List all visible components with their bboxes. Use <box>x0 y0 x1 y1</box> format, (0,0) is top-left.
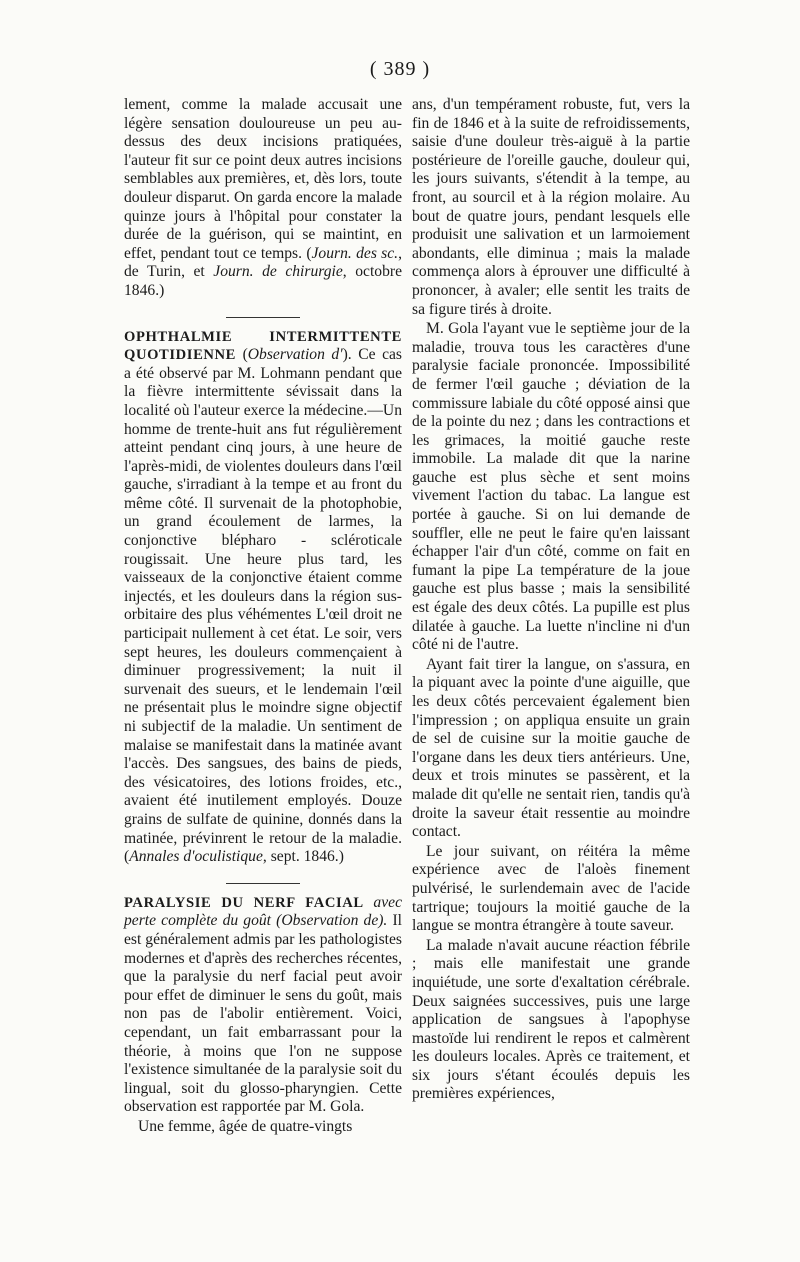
journal-ref: Journ. des sc. <box>311 244 399 262</box>
paragraph-text: lement, comme la malade accusait une légère sensation douloureuse un peu au-dessus des deux incisions pratiquées, l'auteur fit sur ce point deux autres incisions semblables aux premières, et, dès lors, toute douleur disparut. On garda encore la malade quinze jours à l'hôpital pour constater la durée de la guérison, qui se maintint, en effet, pendant tout ce temps. <box>124 96 402 262</box>
right-paragraph-4: Le jour suivant, on réitéra la même expérience avec de l'aloès finement pulvérisé, le surlendemain avec de l'acide tartrique; toujours la moitié gauche de la langue se montra étrangère à toute saveur. <box>412 842 690 935</box>
left-paragraph-last: Une femme, âgée de quatre-vingts <box>138 1117 353 1135</box>
section-ophthalmie <box>124 328 402 867</box>
journal-ref: Journ. de chirurgie <box>213 263 343 281</box>
ref-date: , sept. 1846.) <box>262 848 344 866</box>
right-paragraph-3: Ayant fait tirer la langue, on s'assura, en la piquant avec la pointe d'une aiguille, que les deux côtés percevaient également bien l'impression ; on appliqua ensuite un grain de sel de cuisine sur la moitie gauche de l'organe dans les deux tiers antérieurs. Une, deux et trois minutes se passèrent, et la malade dit qu'elle ne sentait rien, tandis qu'à droite la saveur était ressentie au moindre contact. <box>412 655 690 841</box>
ref-date: , octobre 1846.) <box>124 263 402 299</box>
section-divider <box>226 883 300 884</box>
sub-open: ( <box>236 346 248 364</box>
section-text: Il est généralement admis par les pathologistes modernes et d'après des recherches récentes, que la paralysie du nerf facial peut avoir pour effet de diminuer le sens du goût, mais non pas de l'abolir entièrement. Voici, cependant, un fait embarrassant pour la théorie, à moins que l'on ne suppose l'existence simultanée de la paralysie soit du lingual, soit du glosso-pharyngien. Cette observation est rapportée par M. Gola. <box>124 912 402 1116</box>
right-paragraph-1: ans, d'un tempérament robuste, fut, vers la fin de 1846 et à la suite de refroidissements, saisie d'une douleur très-aiguë à la partie postérieure de l'oreille gauche, douleur qui, les jours suivants, s'étendit à la tempe, au front, au sourcil et à la région molaire. Au bout de quatre jours, pendant lesquels elle produisit une salivation et un larmoiement abondants, elle diminua ; mais la malade commença alors à éprouver une difficulté à prononcer, à avaler; elle sentit les traits de sa figure tirés à droite. <box>412 96 690 318</box>
journal-ref: Annales d'oculistique <box>129 848 263 866</box>
ref-open: ( <box>124 848 130 866</box>
section-heading: OPHTHALMIE INTERMITTENTE QUOTIDIENNE <box>124 328 402 364</box>
page-number: ( 389 ) <box>369 58 431 80</box>
section-subtitle: avec perte complète du goût (Observation de). <box>124 893 402 930</box>
section-heading: PARALYSIE DU NERF FACIAL <box>124 894 364 911</box>
section-paralysie <box>124 894 402 1117</box>
ref-text: , de Turin, et <box>124 244 402 281</box>
right-column <box>412 96 690 1104</box>
right-paragraph-5: La malade n'avait aucune réaction fébrile ; mais elle manifestait une grande inquiétude, une sorte d'exaltation cérébrale. Deux saignées successives, puis une large application de sangsues à l'apophyse mastoïde lui rendirent le repos et calmèrent les douleurs locales. Après ce traitement, et six jours s'étant écoulés depuis les premières expériences, <box>412 936 690 1103</box>
section-subtitle: Observation d' <box>247 346 343 364</box>
sub-close: ). <box>342 346 352 364</box>
right-paragraph-2: M. Gola l'ayant vue le septième jour de la maladie, trouva tous les caractères d'une paralysie faciale prononcée. Impossibilité de fermer l'œil gauche ; déviation de la commissure labiale du côté opposé ainsi que de la pointe du nez ; dans les contractions et les grimaces, la moitié gauche reste immobile. La malade dit que la narine gauche est plus sèche et sent moins vivement l'action du tabac. La langue est portée à gauche. Si on lui demande de souffler, elle ne peut le faire qu'en laissant échapper l'air d'un côté, comme on fait en fumant la pipe La température de la joue gauche est plus basse ; mais la sensibilité est égale des deux côtés. La pupille est plus dilatée à gauche. La luette n'incline ni d'un côté ni de l'autre. <box>412 320 691 654</box>
left-paragraph-1 <box>124 96 402 301</box>
section-text: Ce cas a été observé par M. Lohmann pendant que la fièvre intermittente sévissait dans la localité où l'auteur exerce la médecine.—Un homme de trente-huit ans fut régulièrement atteint pendant cinq jours, à une heure de l'après-midi, de violentes douleurs dans l'œil gauche, s'irradiant à la tempe et au front du même côté. Il survenait de la photophobie, un grand écoulement de larmes, la conjonctive blépharo - scléroticale rougissait. Une heure plus tard, les vaisseaux de la conjonctive étaient comme injectés, et les douleurs dans la région sus-orbitaire des plus véhémentes L'œil droit ne participait nullement à cet état. Le soir, vers sept heures, les douleurs commençaient à diminuer progressivement; la nuit il survenait des sueurs, et le lendemain l'œil ne présentait plus le moindre signe objectif ni subjectif de la maladie. Un sentiment de malaise se manifestait dans la matinée avant l'accès. Des sangsues, des bains de pieds, des vésicatoires, des lotions froides, etc., avaient été inutilement employés. Douze grains de sulfate de quinine, donnés dans la matinée, prévinrent le retour de la maladie. <box>124 346 402 847</box>
ref-open: ( <box>306 244 312 262</box>
left-column <box>124 96 402 1136</box>
section-divider <box>226 317 300 318</box>
